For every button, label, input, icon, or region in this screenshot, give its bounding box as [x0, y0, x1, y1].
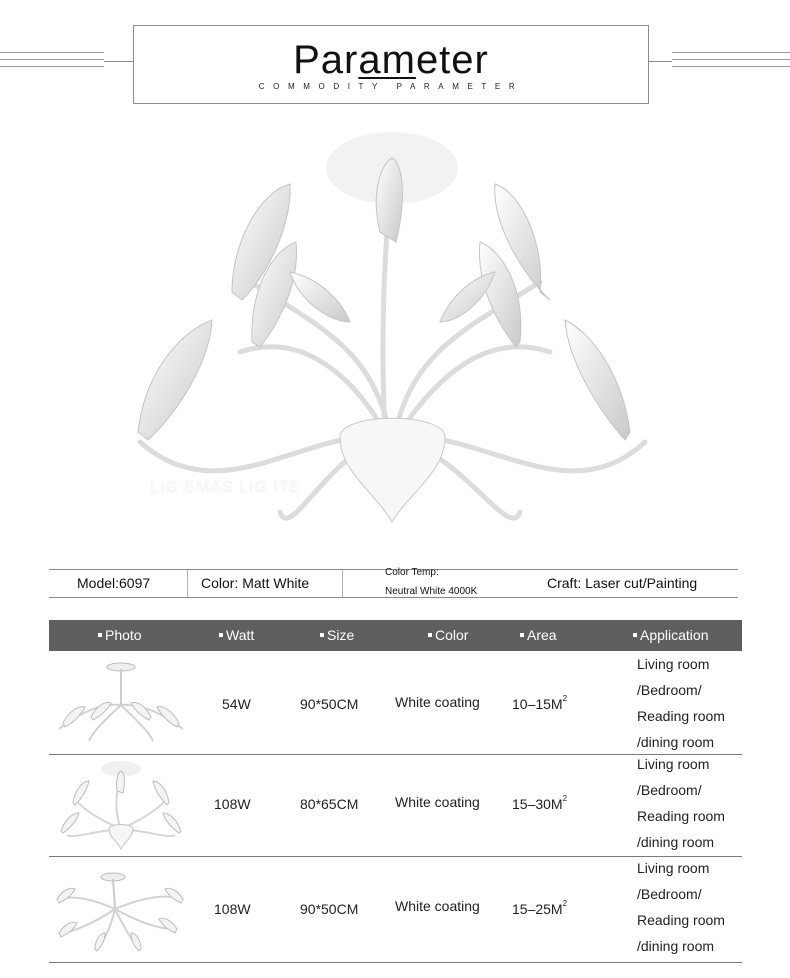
- row-area: $15-30M^2$: [512, 794, 568, 812]
- column-header-photo: Photo: [98, 620, 142, 651]
- spec-craft: Craft: Laser cut/Painting: [547, 575, 698, 591]
- row-watt: 108W: [214, 796, 251, 812]
- column-header-area: Area: [520, 620, 557, 651]
- row-area: $15-25M^2$: [512, 899, 568, 917]
- spec-model: Model:6097: [77, 575, 151, 591]
- page-subtitle: COMMODITY PARAMETER: [258, 82, 524, 91]
- row-size: 90*50CM: [300, 696, 359, 712]
- table-header: [49, 620, 742, 651]
- row-color: White coating: [395, 694, 480, 710]
- header-rule-right: [672, 52, 790, 72]
- spec-temp-label: Color Temp:: [385, 567, 439, 578]
- row-application: Living room /Bedroom/ Reading room /dining room: [637, 756, 725, 850]
- table-row: [49, 857, 742, 963]
- row-color: White coating: [395, 794, 480, 810]
- header-connector-right: [649, 61, 672, 62]
- row-application: Living room /Bedroom/ Reading room /dining room: [637, 656, 725, 750]
- spec-temp-value: Neutral White 4000K: [385, 586, 478, 597]
- header-connector-left: [104, 61, 133, 62]
- watermark-text: LIG EMAS LIG ITE: [150, 479, 302, 496]
- row-color: White coating: [395, 898, 480, 914]
- row-area: $10-15M^2$: [512, 694, 568, 712]
- product-thumbnail: [53, 657, 189, 745]
- column-header-color: Color: [428, 620, 468, 651]
- page-title: Parameter: [293, 38, 489, 82]
- spec-color: Color: Matt White: [201, 575, 310, 591]
- table-row: [49, 755, 742, 857]
- spec-strip: [49, 569, 738, 598]
- header-rule-left: [0, 52, 104, 72]
- column-header-watt: Watt: [219, 620, 254, 651]
- product-thumbnail: [53, 869, 189, 953]
- spec-divider: [187, 570, 188, 597]
- spec-divider: [342, 570, 343, 597]
- column-header-application: Application: [633, 620, 709, 651]
- product-thumbnail: [53, 759, 189, 853]
- row-watt: 108W: [214, 901, 251, 917]
- table-row: [49, 651, 742, 755]
- row-watt: 54W: [222, 696, 251, 712]
- row-application: Living room /Bedroom/ Reading room /dining room: [637, 860, 725, 954]
- row-size: 90*50CM: [300, 901, 359, 917]
- column-header-size: Size: [320, 620, 354, 651]
- row-size: 80*65CM: [300, 796, 359, 812]
- header-box: [133, 25, 649, 104]
